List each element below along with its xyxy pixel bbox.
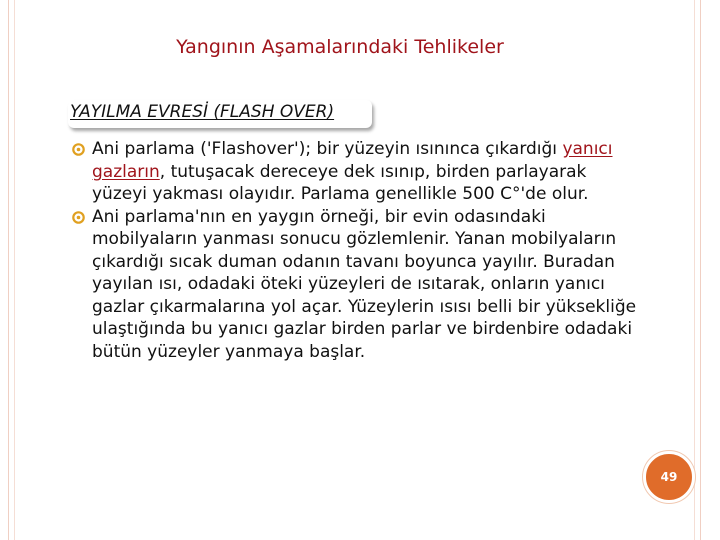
slide-subtitle: YAYILMA EVRESİ (FLASH OVER) [70, 102, 335, 122]
bullet-text-start: Ani parlama ('Flashover'); bir yüzeyin ısınınca çıkardığı [92, 139, 563, 159]
bullet-list [70, 138, 640, 363]
slide-title: Yangının Aşamalarındaki Tehlikeler [176, 36, 504, 58]
sun-bullet-icon [72, 211, 85, 224]
page-number-badge: 49 [643, 451, 695, 503]
bullet-item [70, 206, 640, 364]
bullet-text-end: , tutuşacak dereceye dek ısınıp, birden parlayarak yüzeyi yakması olayıdır. Parlama genellikle 500 C°'de olur. [92, 161, 589, 204]
bullet-item [70, 138, 640, 206]
bullet-text: Ani parlama'nın en yaygın örneği, bir evin odasındaki mobilyaların yanması sonucu gözlemlenir. Yanan mobilyaların çıkardığı sıcak duman odanın tavanı boyunca yayılır. Buradan yayılan ısı, odadaki öteki yüzeyleri de ısıtarak, onların yanıcı gazlar çıkarmalarına yol açar. Yüzeylerin ısısı belli bir yüksekliğe ulaştığında bu yanıcı gazlar birden parlar ve birdenbire odadaki bütün yüzeyler yanmaya başlar. [92, 206, 637, 362]
glossary-link[interactable]: yanıcı gazların [92, 139, 613, 182]
sun-bullet-icon [72, 143, 85, 156]
